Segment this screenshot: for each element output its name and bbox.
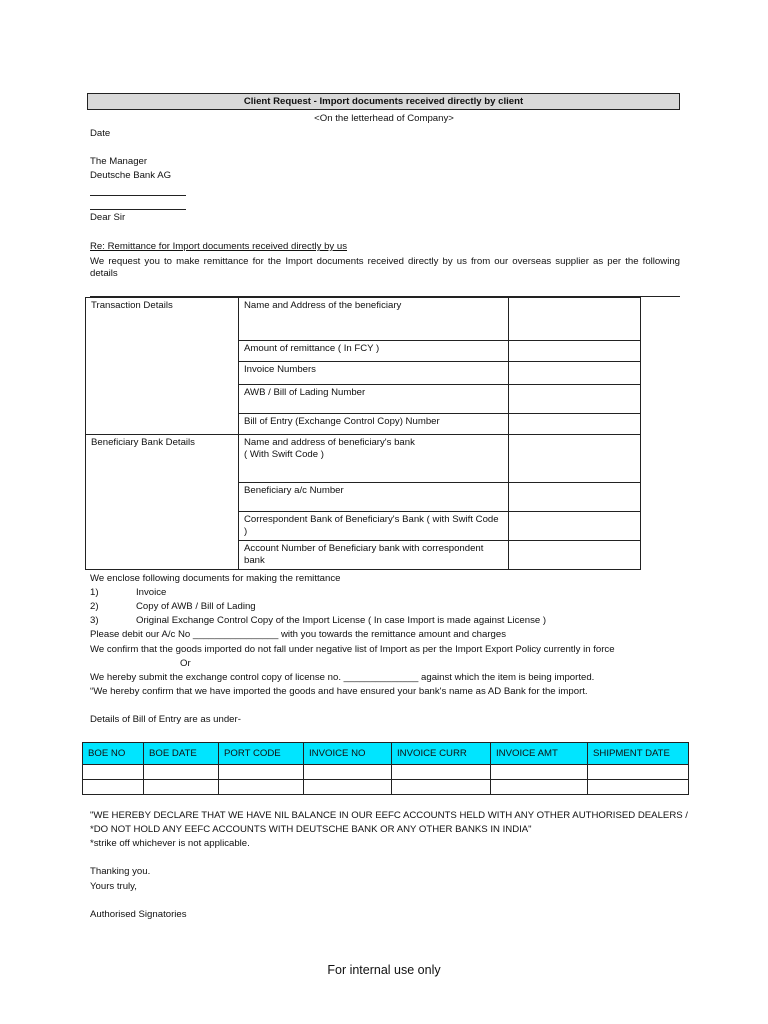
boe-cell[interactable] [392, 780, 491, 795]
boe-header: PORT CODE [219, 743, 304, 765]
boe-cell[interactable] [144, 765, 219, 780]
negative-list-confirmation: We confirm that the goods imported do not fall under negative list of Import as per the Import Export Policy currently in force [90, 644, 615, 655]
field-label: Invoice Numbers [239, 362, 509, 385]
field-value[interactable] [509, 341, 641, 362]
document-title: Client Request - Import documents received directly by client [87, 93, 680, 110]
or-separator: Or [180, 658, 191, 669]
boe-cell[interactable] [83, 780, 144, 795]
addressee-bank: Deutsche Bank AG [90, 170, 172, 181]
boe-cell[interactable] [83, 765, 144, 780]
field-value[interactable] [509, 298, 641, 341]
boe-cell[interactable] [588, 765, 689, 780]
debit-statement: Please debit our A/c No ________________ with you towards the remittance amount and charges [90, 629, 507, 640]
section-transaction-details: Transaction Details [86, 298, 239, 435]
field-value[interactable] [509, 435, 641, 483]
field-label: Name and Address of the beneficiary [239, 298, 509, 341]
date-label: Date [90, 128, 111, 139]
closing-thanks: Thanking you. [90, 866, 151, 877]
letterhead-note: <On the letterhead of Company> [314, 113, 454, 124]
boe-cell[interactable] [491, 780, 588, 795]
eefc-declaration-line-1: "WE HEREBY DECLARE THAT WE HAVE NIL BALANCE IN OUR EEFC ACCOUNTS HELD WITH ANY OTHER AUTHORISED DEALERS / [90, 810, 688, 821]
field-value[interactable] [509, 414, 641, 435]
boe-header: BOE DATE [144, 743, 219, 765]
boe-cell[interactable] [219, 765, 304, 780]
field-value[interactable] [509, 512, 641, 541]
enclosures-intro: We enclose following documents for making the remittance [90, 573, 341, 584]
strike-off-note: *strike off whichever is not applicable. [90, 838, 250, 849]
boe-cell[interactable] [219, 780, 304, 795]
enclosure-number: 3) [90, 615, 99, 626]
enclosure-text: Copy of AWB / Bill of Lading [136, 601, 256, 612]
boe-cell[interactable] [491, 765, 588, 780]
enclosure-text: Original Exchange Control Copy of the Import License ( In case Import is made against License ) [136, 615, 547, 626]
field-value[interactable] [509, 385, 641, 414]
address-blank-line-1 [90, 195, 186, 196]
closing-yours: Yours truly, [90, 881, 137, 892]
request-paragraph: We request you to make remittance for the Import documents received directly by us from our overseas supplier as per the following details [90, 256, 680, 279]
address-blank-line-2 [90, 209, 186, 210]
footer-note: For internal use only [327, 963, 441, 977]
enclosure-number: 2) [90, 601, 99, 612]
eefc-declaration-line-2: *DO NOT HOLD ANY EEFC ACCOUNTS WITH DEUTSCHE BANK OR ANY OTHER BANKS IN INDIA" [90, 824, 532, 835]
boe-intro: Details of Bill of Entry are as under- [90, 714, 241, 725]
ad-bank-confirmation: “We hereby confirm that we have imported the goods and have ensured your bank's name as AD Bank for the import. [90, 686, 588, 697]
boe-header: INVOICE AMT [491, 743, 588, 765]
enclosure-text: Invoice [136, 587, 167, 598]
table-row [83, 765, 689, 780]
field-label: Amount of remittance ( In FCY ) [239, 341, 509, 362]
section-beneficiary-bank-details: Beneficiary Bank Details [86, 435, 239, 570]
subject-line: Re: Remittance for Import documents received directly by us [90, 241, 348, 252]
signatories-label: Authorised Signatories [90, 909, 187, 920]
field-value[interactable] [509, 483, 641, 512]
table-row [83, 780, 689, 795]
addressee-title: The Manager [90, 156, 148, 167]
field-label: Correspondent Bank of Beneficiary's Bank ( with Swift Code ) [239, 512, 509, 541]
field-label: Account Number of Beneficiary bank with correspondent bank [239, 541, 509, 570]
license-statement: We hereby submit the exchange control copy of license no. ______________ against which the item is being imported. [90, 672, 595, 683]
boe-cell[interactable] [392, 765, 491, 780]
field-label: Bill of Entry (Exchange Control Copy) Number [239, 414, 509, 435]
transaction-details-table [85, 297, 641, 570]
boe-cell[interactable] [144, 780, 219, 795]
salutation: Dear Sir [90, 212, 126, 223]
boe-cell[interactable] [304, 780, 392, 795]
field-value[interactable] [509, 541, 641, 570]
field-label: Name and address of beneficiary's bank ( With Swift Code ) [239, 435, 509, 483]
field-value[interactable] [509, 362, 641, 385]
enclosure-number: 1) [90, 587, 99, 598]
field-label: Beneficiary a/c Number [239, 483, 509, 512]
boe-header: INVOICE NO [304, 743, 392, 765]
boe-cell[interactable] [588, 780, 689, 795]
boe-cell[interactable] [304, 765, 392, 780]
bill-of-entry-table [82, 742, 689, 795]
boe-header: SHIPMENT DATE [588, 743, 689, 765]
boe-header: BOE NO [83, 743, 144, 765]
boe-header: INVOICE CURR [392, 743, 491, 765]
field-label: AWB / Bill of Lading Number [239, 385, 509, 414]
